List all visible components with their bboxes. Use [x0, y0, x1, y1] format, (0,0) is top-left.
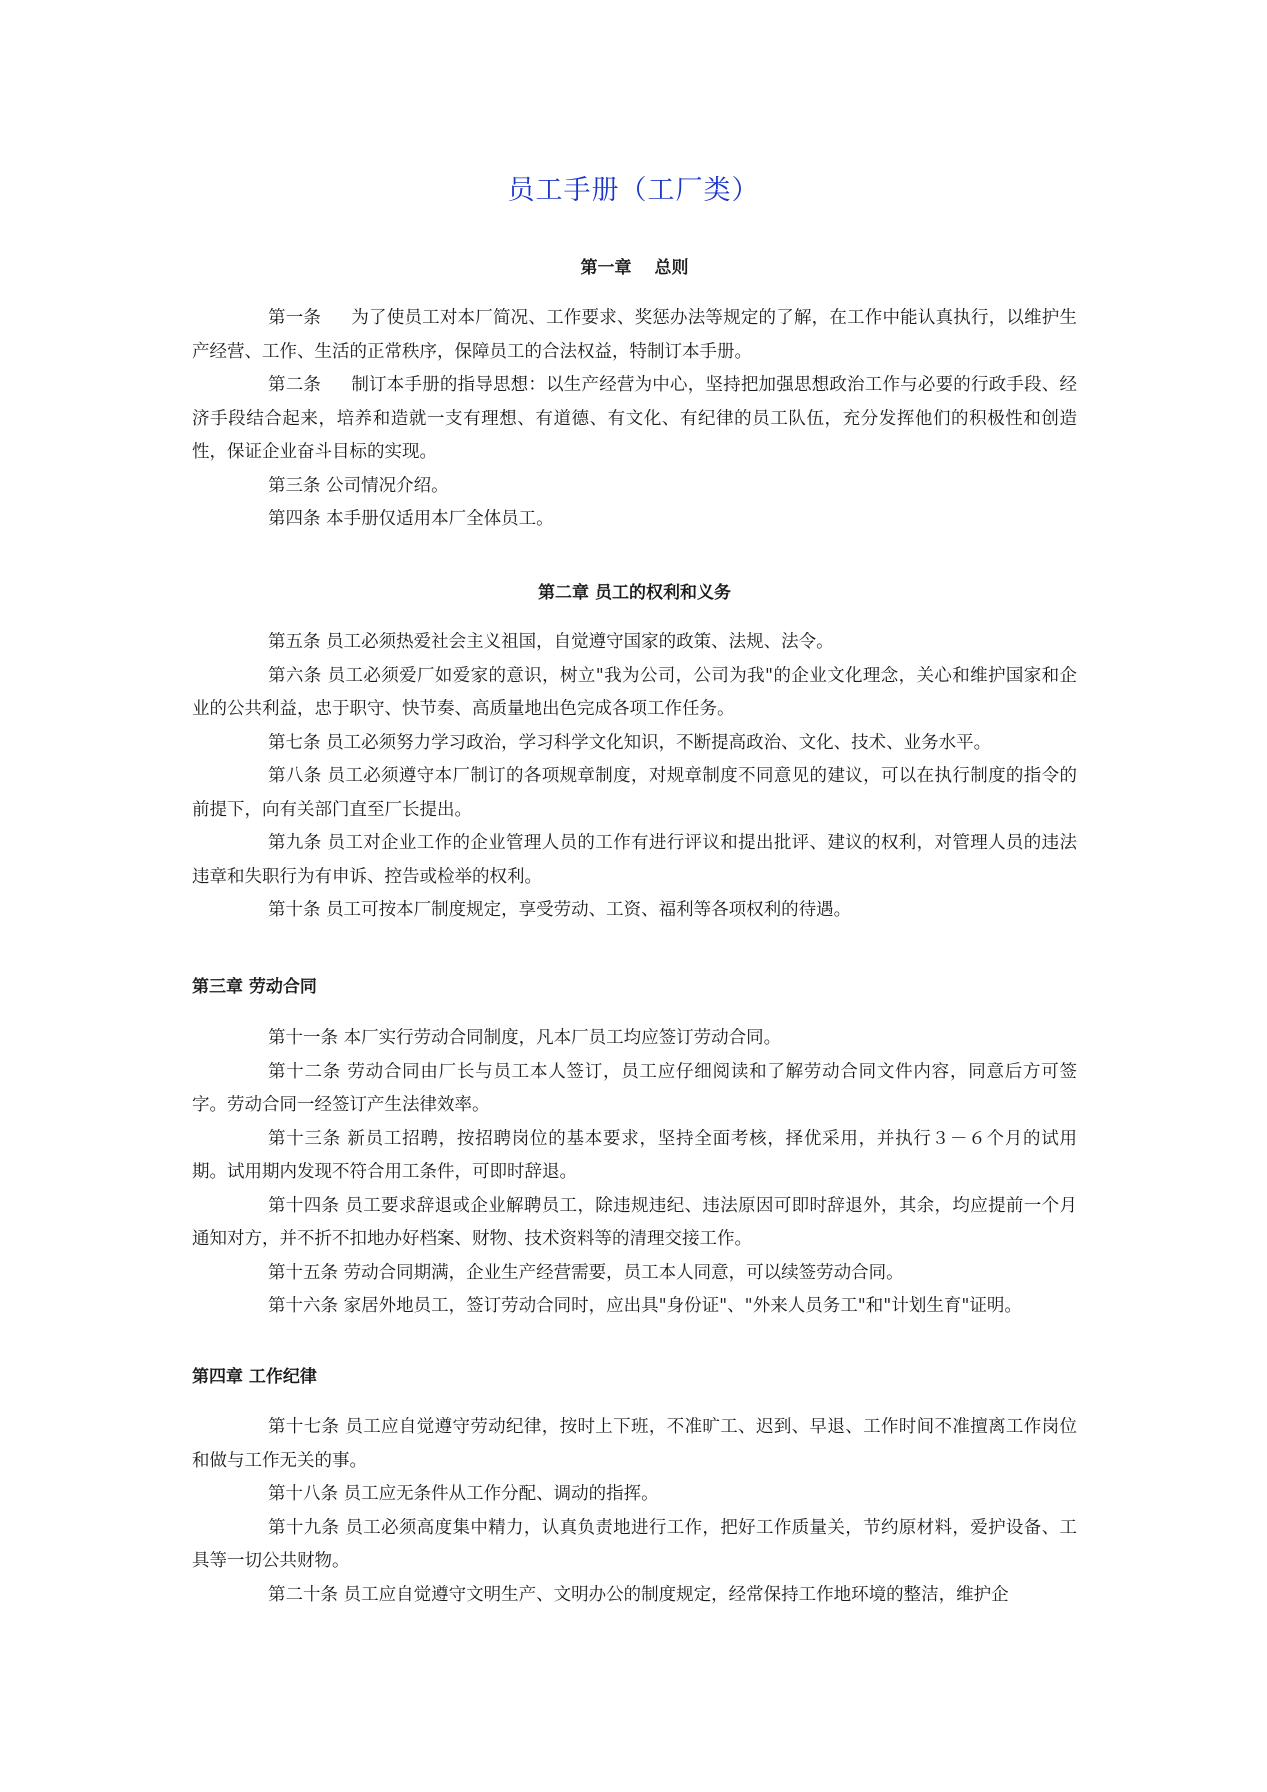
article: 第十八条 员工应无条件从工作分配、调动的指挥。 [268, 1484, 659, 1504]
chapter-3-articles [192, 1022, 1077, 1324]
chapter-2-articles [192, 626, 1077, 928]
article: 第十六条 家居外地员工，签订劳动合同时，应出具"身份证"、"外来人员务工"和"计划生育"证明。 [268, 1296, 1022, 1316]
article: 第九条 员工对企业工作的企业管理人员的工作有进行评议和提出批评、建议的权利，对管理人员的违法违章和失职行为有申诉、控告或检举的权利。 [192, 833, 1077, 887]
article: 第十七条 员工应自觉遵守劳动纪律，按时上下班，不准旷工、迟到、早退、工作时间不准擅离工作岗位和做与工作无关的事。 [192, 1417, 1077, 1471]
chapter-heading: 第四章 工作纪律 [192, 1367, 317, 1387]
article: 第二十条 员工应自觉遵守文明生产、文明办公的制度规定，经常保持工作地环境的整洁，维护企 [268, 1584, 1009, 1605]
article: 第五条 员工必须热爱社会主义祖国，自觉遵守国家的政策、法规、法令。 [268, 632, 834, 652]
article: 第十二条 劳动合同由厂长与员工本人签订，员工应仔细阅读和了解劳动合同文件内容，同意后方可签字。劳动合同一经签订产生法律效率。 [192, 1061, 1077, 1115]
document-title: 员工手册（工厂类） [507, 175, 760, 206]
article: 第十九条 员工必须高度集中精力，认真负责地进行工作，把好工作质量关，节约原材料，爱护设备、工具等一切公共财物。 [192, 1517, 1077, 1571]
article: 第十五条 劳动合同期满，企业生产经营需要，员工本人同意，可以续签劳动合同。 [268, 1262, 904, 1283]
article: 第八条 员工必须遵守本厂制订的各项规章制度，对规章制度不同意见的建议，可以在执行制度的指令的前提下，向有关部门直至厂长提出。 [192, 766, 1077, 820]
chapter-4-articles [192, 1411, 1077, 1612]
article: 第二条 制订本手册的指导思想：以生产经营为中心，坚持把加强思想政治工作与必要的行政手段、经济手段结合起来，培养和造就一支有理想、有道德、有文化、有纪律的员工队伍，充分发挥他们的积极性和创造性，保证企业奋斗目标的实现。 [192, 375, 1078, 462]
article: 第四条 本手册仅适用本厂全体员工。 [268, 509, 554, 529]
chapter-1-articles [192, 302, 1077, 537]
article: 第十条 员工可按本厂制度规定，享受劳动、工资、福利等各项权利的待遇。 [268, 900, 852, 920]
chapter-heading: 第三章 劳动合同 [192, 977, 317, 997]
chapter-3 [192, 972, 1077, 997]
article: 第十三条 新员工招聘，按招聘岗位的基本要求，坚持全面考核，择优采用，并执行３－６个月的试用期。试用期内发现不符合用工条件，可即时辞退。 [192, 1128, 1077, 1182]
article: 第一条 为了使员工对本厂简况、工作要求、奖惩办法等规定的了解，在工作中能认真执行，以维护生产经营、工作、生活的正常秩序，保障员工的合法权益，特制订本手册。 [192, 308, 1078, 362]
chapter-heading: 第二章 员工的权利和义务 [538, 583, 731, 603]
article: 第三条 公司情况介绍。 [268, 475, 449, 496]
article: 第七条 员工必须努力学习政治，学习科学文化知识，不断提高政治、文化、技术、业务水平。 [268, 732, 992, 753]
article: 第十一条 本厂实行劳动合同制度，凡本厂员工均应签订劳动合同。 [268, 1028, 782, 1048]
article: 第六条 员工必须爱厂如爱家的意识，树立"我为公司，公司为我"的企业文化理念，关心和维护国家和企业的公共利益，忠于职守、快节奏、高质量地出色完成各项工作任务。 [192, 665, 1077, 719]
article: 第十四条 员工要求辞退或企业解聘员工，除违规违纪、违法原因可即时辞退外，其余，均应提前一个月通知对方，并不折不扣地办好档案、财物、技术资料等的清理交接工作。 [192, 1195, 1077, 1249]
chapter-heading: 第一章 总则 [580, 258, 689, 278]
chapter-4 [192, 1362, 1077, 1387]
chapter-1 [192, 253, 1077, 278]
chapter-2 [192, 578, 1077, 603]
